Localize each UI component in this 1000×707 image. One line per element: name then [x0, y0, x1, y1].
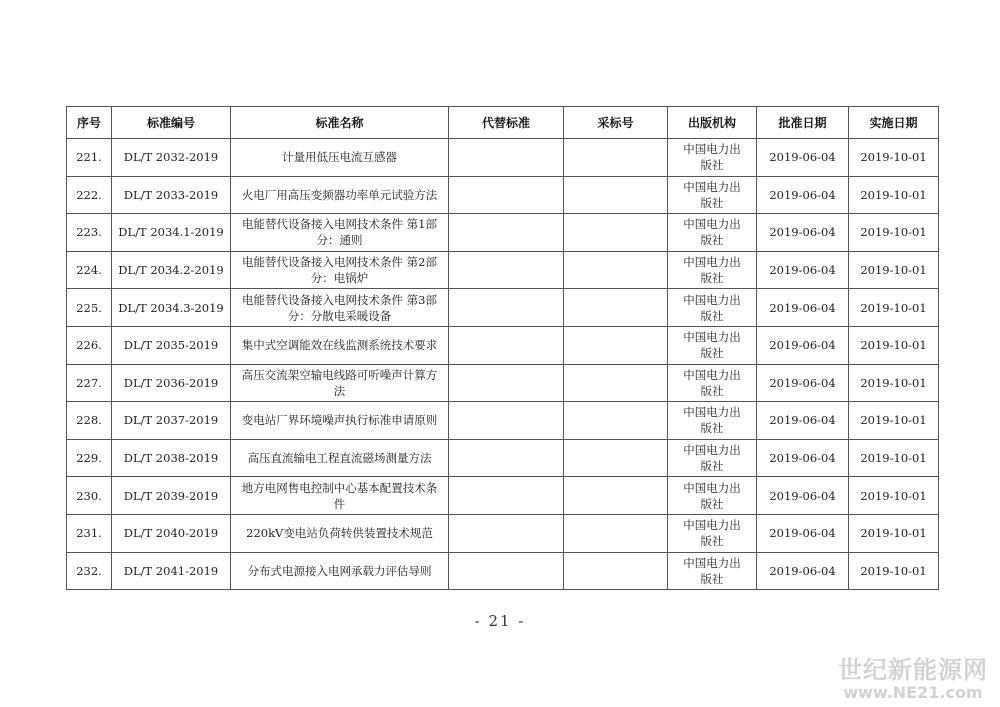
- cell-replaced-standard: [449, 402, 564, 440]
- cell-serial-number: 229.: [67, 439, 112, 477]
- cell-approval-date: 2019-06-04: [757, 552, 849, 590]
- table-row: [67, 289, 939, 327]
- cell-effective-date: 2019-10-01: [849, 364, 939, 402]
- cell-standard-name: 220kV变电站负荷转供装置技术规范: [231, 514, 449, 552]
- watermark: [838, 650, 988, 702]
- cell-standard-code: DL/T 2040-2019: [112, 514, 231, 552]
- cell-serial-number: 230.: [67, 477, 112, 515]
- cell-standard-code: DL/T 2035-2019: [112, 326, 231, 364]
- table-header-row: [67, 107, 939, 139]
- cell-adopted-standard-number: [564, 289, 668, 327]
- cell-standard-name: 电能替代设备接入电网技术条件 第1部分：通则: [231, 214, 449, 252]
- cell-adopted-standard-number: [564, 251, 668, 289]
- cell-publisher: 中国电力出版社: [668, 477, 757, 515]
- cell-adopted-standard-number: [564, 439, 668, 477]
- cell-publisher: 中国电力出版社: [668, 326, 757, 364]
- cell-replaced-standard: [449, 326, 564, 364]
- cell-effective-date: 2019-10-01: [849, 289, 939, 327]
- header-serial-number: 序号: [67, 107, 112, 139]
- header-adopted-standard-number: 采标号: [564, 107, 668, 139]
- cell-serial-number: 224.: [67, 251, 112, 289]
- cell-publisher: 中国电力出版社: [668, 176, 757, 214]
- cell-standard-name: 集中式空调能效在线监测系统技术要求: [231, 326, 449, 364]
- cell-adopted-standard-number: [564, 402, 668, 440]
- cell-publisher: 中国电力出版社: [668, 552, 757, 590]
- cell-replaced-standard: [449, 289, 564, 327]
- cell-standard-code: DL/T 2041-2019: [112, 552, 231, 590]
- cell-approval-date: 2019-06-04: [757, 364, 849, 402]
- cell-serial-number: 227.: [67, 364, 112, 402]
- watermark-name: 世纪新能源网: [838, 656, 988, 684]
- cell-adopted-standard-number: [564, 214, 668, 252]
- cell-standard-code: DL/T 2034.2-2019: [112, 251, 231, 289]
- page-number: - 21 -: [474, 612, 526, 630]
- cell-standard-name: 计量用低压电流互感器: [231, 139, 449, 177]
- cell-effective-date: 2019-10-01: [849, 251, 939, 289]
- cell-adopted-standard-number: [564, 514, 668, 552]
- table-row: [67, 251, 939, 289]
- cell-approval-date: 2019-06-04: [757, 139, 849, 177]
- cell-standard-code: DL/T 2034.1-2019: [112, 214, 231, 252]
- cell-replaced-standard: [449, 176, 564, 214]
- cell-approval-date: 2019-06-04: [757, 176, 849, 214]
- cell-serial-number: 232.: [67, 552, 112, 590]
- cell-effective-date: 2019-10-01: [849, 514, 939, 552]
- cell-effective-date: 2019-10-01: [849, 176, 939, 214]
- cell-standard-code: DL/T 2032-2019: [112, 139, 231, 177]
- cell-adopted-standard-number: [564, 139, 668, 177]
- cell-adopted-standard-number: [564, 176, 668, 214]
- cell-serial-number: 231.: [67, 514, 112, 552]
- cell-effective-date: 2019-10-01: [849, 402, 939, 440]
- cell-publisher: 中国电力出版社: [668, 251, 757, 289]
- cell-replaced-standard: [449, 214, 564, 252]
- table-row: [67, 552, 939, 590]
- cell-replaced-standard: [449, 251, 564, 289]
- table-row: [67, 176, 939, 214]
- cell-serial-number: 222.: [67, 176, 112, 214]
- cell-approval-date: 2019-06-04: [757, 251, 849, 289]
- cell-publisher: 中国电力出版社: [668, 514, 757, 552]
- table-row: [67, 402, 939, 440]
- cell-replaced-standard: [449, 477, 564, 515]
- cell-standard-code: DL/T 2034.3-2019: [112, 289, 231, 327]
- cell-standard-code: DL/T 2033-2019: [112, 176, 231, 214]
- cell-effective-date: 2019-10-01: [849, 552, 939, 590]
- table-row: [67, 139, 939, 177]
- cell-publisher: 中国电力出版社: [668, 139, 757, 177]
- cell-effective-date: 2019-10-01: [849, 326, 939, 364]
- cell-standard-name: 电能替代设备接入电网技术条件 第3部分：分散电采暖设备: [231, 289, 449, 327]
- cell-approval-date: 2019-06-04: [757, 214, 849, 252]
- cell-standard-name: 分布式电源接入电网承载力评估导则: [231, 552, 449, 590]
- cell-approval-date: 2019-06-04: [757, 289, 849, 327]
- header-replaced-standard: 代替标准: [449, 107, 564, 139]
- standards-table: [66, 106, 939, 590]
- cell-adopted-standard-number: [564, 326, 668, 364]
- cell-approval-date: 2019-06-04: [757, 514, 849, 552]
- cell-standard-name: 地方电网售电控制中心基本配置技术条件: [231, 477, 449, 515]
- cell-effective-date: 2019-10-01: [849, 214, 939, 252]
- cell-standard-name: 火电厂用高压变频器功率单元试验方法: [231, 176, 449, 214]
- cell-effective-date: 2019-10-01: [849, 477, 939, 515]
- table-row: [67, 214, 939, 252]
- cell-standard-code: DL/T 2038-2019: [112, 439, 231, 477]
- table-row: [67, 477, 939, 515]
- header-standard-code: 标准编号: [112, 107, 231, 139]
- cell-standard-name: 电能替代设备接入电网技术条件 第2部分：电锅炉: [231, 251, 449, 289]
- header-publisher: 出版机构: [668, 107, 757, 139]
- cell-replaced-standard: [449, 439, 564, 477]
- cell-approval-date: 2019-06-04: [757, 439, 849, 477]
- cell-standard-code: DL/T 2037-2019: [112, 402, 231, 440]
- header-standard-name: 标准名称: [231, 107, 449, 139]
- cell-standard-name: 高压直流输电工程直流磁场测量方法: [231, 439, 449, 477]
- header-approval-date: 批准日期: [757, 107, 849, 139]
- table-row: [67, 364, 939, 402]
- cell-replaced-standard: [449, 552, 564, 590]
- cell-publisher: 中国电力出版社: [668, 402, 757, 440]
- cell-effective-date: 2019-10-01: [849, 139, 939, 177]
- cell-publisher: 中国电力出版社: [668, 439, 757, 477]
- cell-replaced-standard: [449, 364, 564, 402]
- table-row: [67, 514, 939, 552]
- cell-standard-code: DL/T 2036-2019: [112, 364, 231, 402]
- cell-replaced-standard: [449, 514, 564, 552]
- cell-adopted-standard-number: [564, 364, 668, 402]
- cell-effective-date: 2019-10-01: [849, 439, 939, 477]
- cell-publisher: 中国电力出版社: [668, 289, 757, 327]
- watermark-url: www.NE21.com: [843, 683, 983, 702]
- table-body: [67, 139, 939, 590]
- cell-publisher: 中国电力出版社: [668, 364, 757, 402]
- table-row: [67, 326, 939, 364]
- cell-replaced-standard: [449, 139, 564, 177]
- cell-approval-date: 2019-06-04: [757, 477, 849, 515]
- cell-serial-number: 221.: [67, 139, 112, 177]
- cell-publisher: 中国电力出版社: [668, 214, 757, 252]
- cell-approval-date: 2019-06-04: [757, 326, 849, 364]
- cell-serial-number: 225.: [67, 289, 112, 327]
- cell-adopted-standard-number: [564, 477, 668, 515]
- cell-serial-number: 228.: [67, 402, 112, 440]
- cell-standard-name: 高压交流架空输电线路可听噪声计算方法: [231, 364, 449, 402]
- cell-serial-number: 223.: [67, 214, 112, 252]
- table-row: [67, 439, 939, 477]
- cell-adopted-standard-number: [564, 552, 668, 590]
- cell-serial-number: 226.: [67, 326, 112, 364]
- cell-standard-code: DL/T 2039-2019: [112, 477, 231, 515]
- header-effective-date: 实施日期: [849, 107, 939, 139]
- cell-approval-date: 2019-06-04: [757, 402, 849, 440]
- cell-standard-name: 变电站厂界环境噪声执行标准申请原则: [231, 402, 449, 440]
